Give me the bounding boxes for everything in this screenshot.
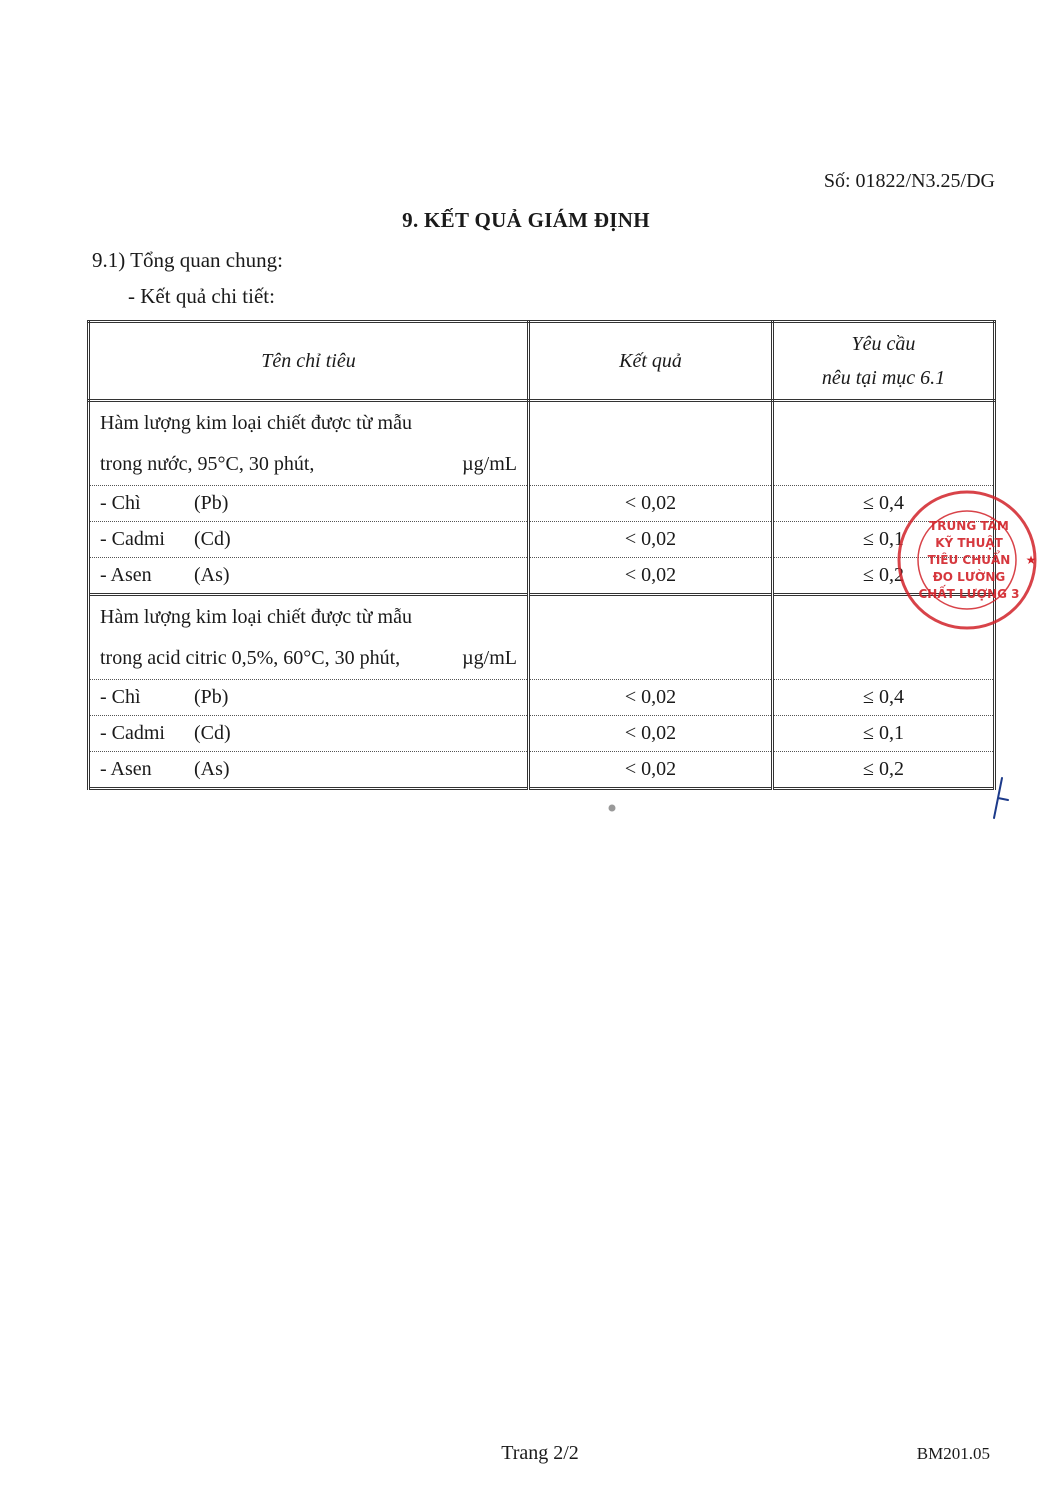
- subsection-item: - Kết quả chi tiết:: [128, 284, 275, 308]
- seal-line4: ĐO LƯỜNG: [932, 570, 1006, 584]
- row-requirement: ≤ 0,4: [773, 680, 995, 716]
- official-seal: [895, 468, 1041, 654]
- seal-line5: CHẤT LƯỢNG 3: [918, 587, 1020, 601]
- element-symbol: (Cd): [194, 722, 231, 744]
- header-name: Tên chỉ tiêu: [89, 322, 529, 401]
- seal-line3: TIÊU CHUẨN: [927, 553, 1011, 567]
- element-name: - Asen: [100, 564, 152, 586]
- table-row: [89, 752, 995, 789]
- row-requirement: ≤ 0,1: [773, 716, 995, 752]
- element-symbol: (Pb): [194, 492, 229, 514]
- group-result-cell: [529, 595, 773, 680]
- group-row: [89, 595, 995, 680]
- element-symbol: (Cd): [194, 528, 231, 550]
- table-row: [89, 486, 995, 522]
- seal-line1: TRUNG TÂM: [929, 519, 1009, 533]
- row-name-cell: [89, 522, 529, 558]
- group-label-line1: Hàm lượng kim loại chiết được từ mẫu: [100, 411, 412, 434]
- header-result: Kết quả: [529, 322, 773, 401]
- table-row: [89, 522, 995, 558]
- row-requirement: ≤ 0,4: [773, 486, 995, 522]
- row-name-cell: [89, 558, 529, 595]
- group-unit: µg/mL: [462, 452, 517, 475]
- row-result: < 0,02: [529, 486, 773, 522]
- document-number: Số: 01822/N3.25/DG: [823, 170, 995, 192]
- row-result: < 0,02: [529, 716, 773, 752]
- row-requirement: ≤ 0,2: [773, 752, 995, 789]
- group-label-line2: trong nước, 95°C, 30 phút,: [100, 452, 315, 475]
- element-name: - Cadmi: [100, 722, 165, 744]
- table-row: [89, 680, 995, 716]
- element-name: - Cadmi: [100, 528, 165, 550]
- group-unit: µg/mL: [462, 646, 517, 669]
- signature-mark: [988, 774, 1012, 824]
- row-requirement: ≤ 0,2: [773, 558, 995, 595]
- table-row: [89, 558, 995, 595]
- element-name: - Asen: [100, 758, 152, 780]
- row-name-cell: [89, 486, 529, 522]
- header-requirement: [773, 322, 995, 401]
- row-result: < 0,02: [529, 752, 773, 789]
- element-name: - Chì: [100, 686, 141, 708]
- header-requirement-line1: Yêu cầu: [851, 333, 916, 355]
- section-title: 9. KẾT QUẢ GIÁM ĐỊNH: [402, 208, 650, 232]
- element-symbol: (As): [194, 758, 230, 780]
- header-requirement-line2: nêu tại mục 6.1: [821, 367, 946, 389]
- table-header-row: [89, 322, 995, 401]
- form-code: BM201.05: [916, 1444, 990, 1463]
- row-result: < 0,02: [529, 558, 773, 595]
- row-requirement: ≤ 0,1: [773, 522, 995, 558]
- group-result-cell: [529, 401, 773, 486]
- group-label: [89, 401, 529, 486]
- element-symbol: (As): [194, 564, 230, 586]
- element-symbol: (Pb): [194, 686, 229, 708]
- group-label-line1: Hàm lượng kim loại chiết được từ mẫu: [100, 605, 412, 628]
- row-result: < 0,02: [529, 522, 773, 558]
- page-number: Trang 2/2: [501, 1442, 579, 1464]
- group-label: [89, 595, 529, 680]
- row-name-cell: [89, 680, 529, 716]
- table-row: [89, 716, 995, 752]
- group-label-line2: trong acid citric 0,5%, 60°C, 30 phút,: [100, 646, 401, 669]
- seal-star-icon: ★: [1025, 553, 1037, 567]
- results-table: [87, 320, 996, 790]
- row-name-cell: [89, 716, 529, 752]
- row-result: < 0,02: [529, 680, 773, 716]
- row-name-cell: [89, 752, 529, 789]
- group-row: [89, 401, 995, 486]
- seal-line2: KỸ THUẬT: [935, 536, 1003, 550]
- subsection-heading: 9.1) Tổng quan chung:: [92, 248, 283, 272]
- element-name: - Chì: [100, 492, 141, 514]
- scan-speck: [606, 802, 618, 814]
